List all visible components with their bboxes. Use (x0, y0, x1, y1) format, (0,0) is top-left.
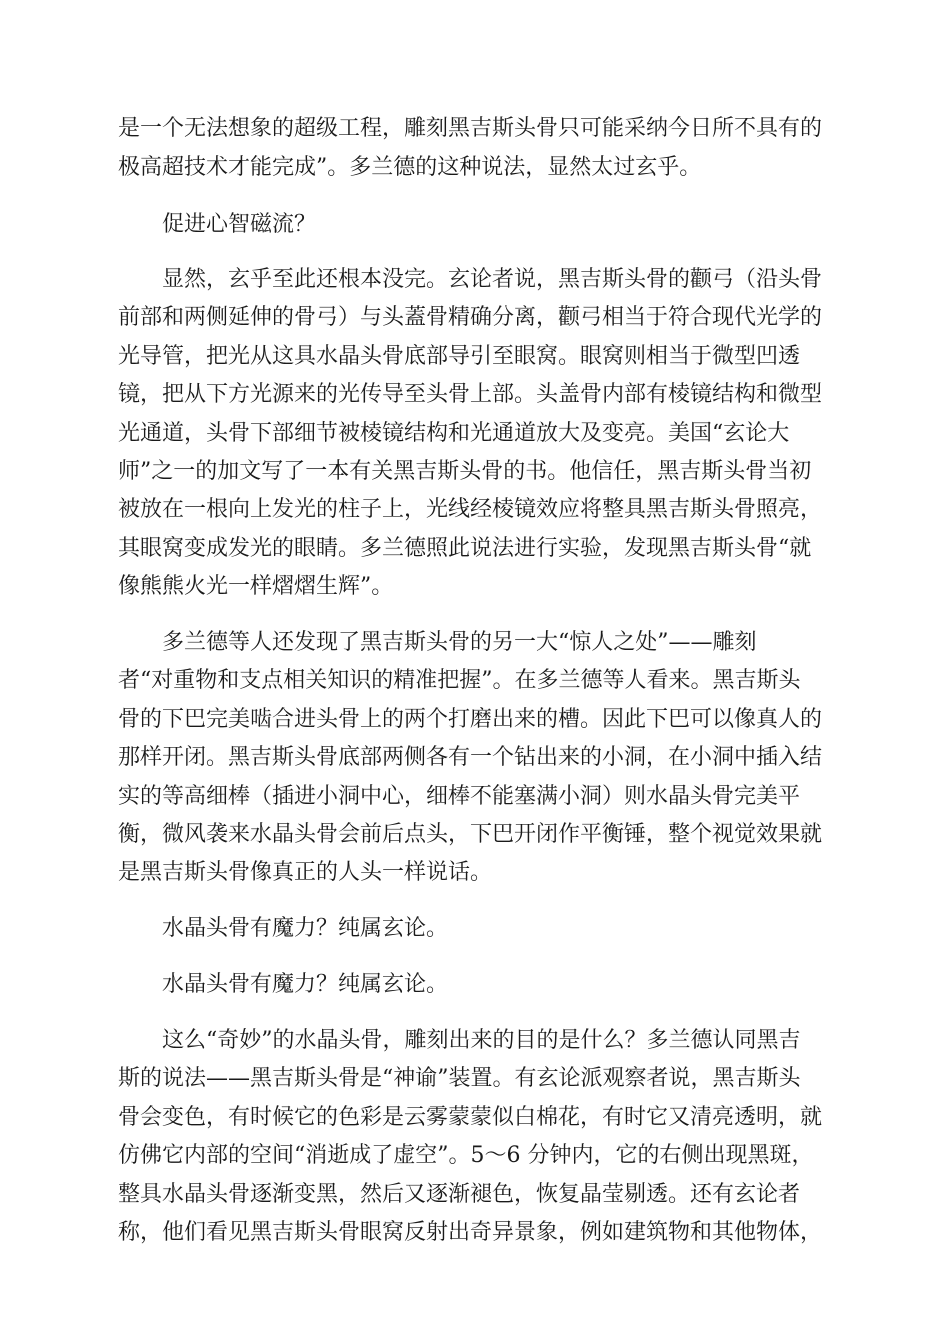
text-line: 实的等高细棒（插进小洞中心，细棒不能塞满小洞）则水晶头骨完美平 (118, 784, 801, 809)
text-line: 衡，微风袭来水晶头骨会前后点头，下巴开闭作平衡锤，整个视觉效果就 (118, 822, 823, 847)
text-line: 称，他们看见黑吉斯头骨眼窝反射出奇异景象，例如建筑物和其他物体， (118, 1220, 823, 1245)
text-line: 光通道，头骨下部细节被棱镜结构和光通道放大及变亮。美国“玄论大 (118, 421, 790, 446)
text-line: 者“对重物和支点相关知识的精准把握”。在多兰德等人看来。黑吉斯头 (118, 668, 801, 693)
text-line: 是一个无法想象的超级工程，雕刻黑吉斯头骨只可能采纳今日所不具有的 (118, 116, 823, 141)
text-line: 其眼窝变成发光的眼睛。多兰德照此说法进行实验，发现黑吉斯头骨“就 (118, 536, 812, 561)
text-line: 斯的说法——黑吉斯头骨是“神谕”装置。有玄论派观察者说，黑吉斯头 (118, 1066, 801, 1091)
text-line: 整具水晶头骨逐渐变黑，然后又逐渐褪色，恢复晶莹剔透。还有玄论者 (118, 1182, 801, 1207)
text-line: 骨会变色，有时候它的色彩是云雾蒙蒙似白棉花，有时它又清亮透明，就 (118, 1105, 823, 1130)
text-line: 显然，玄乎至此还根本没完。玄论者说，黑吉斯头骨的颧弓（沿头骨 (162, 267, 823, 292)
text-line: 极高超技术才能完成”。多兰德的这种说法，显然太过玄乎。 (118, 155, 702, 180)
text-line: 被放在一根向上发光的柱子上，光线经棱镜效应将整具黑吉斯头骨照亮， (118, 497, 823, 522)
text-line: 师”之一的加文写了一本有关黑吉斯头骨的书。他信任，黑吉斯头骨当初 (118, 459, 812, 484)
section-heading: 水晶头骨有魔力？纯属玄论。 (162, 916, 449, 941)
text-line: 这么“奇妙”的水晶头骨，雕刻出来的目的是什么？多兰德认同黑吉 (162, 1028, 801, 1053)
text-line: 那样开闭。黑吉斯头骨底部两侧各有一个钻出来的小洞，在小洞中插入结 (118, 745, 823, 770)
section-heading: 促进心智磁流？ (162, 212, 317, 237)
text-line: 像熊熊火光一样熠熠生辉”。 (118, 574, 394, 599)
text-line: 是黑吉斯头骨像真正的人头一样说话。 (118, 860, 493, 885)
text-line: 仿佛它内部的空间“消逝成了虚空”。5～6 分钟内，它的右侧出现黑斑， (118, 1143, 814, 1168)
text-line: 镜，把从下方光源来的光传导至头骨上部。头盖骨内部有棱镜结构和微型 (118, 382, 823, 407)
text-line: 多兰德等人还发现了黑吉斯头骨的另一大“惊人之处”——雕刻 (162, 630, 757, 655)
text-line: 光导管，把光从这具水晶头骨底部导引至眼窝。眼窝则相当于微型凹透 (118, 344, 801, 369)
text-line: 骨的下巴完美啮合进头骨上的两个打磨出来的槽。因此下巴可以像真人的 (118, 707, 823, 732)
section-heading: 水晶头骨有魔力？纯属玄论。 (162, 972, 449, 997)
text-line: 前部和两侧延伸的骨弓）与头蓋骨精确分离，颧弓相当于符合现代光学的 (118, 305, 823, 330)
